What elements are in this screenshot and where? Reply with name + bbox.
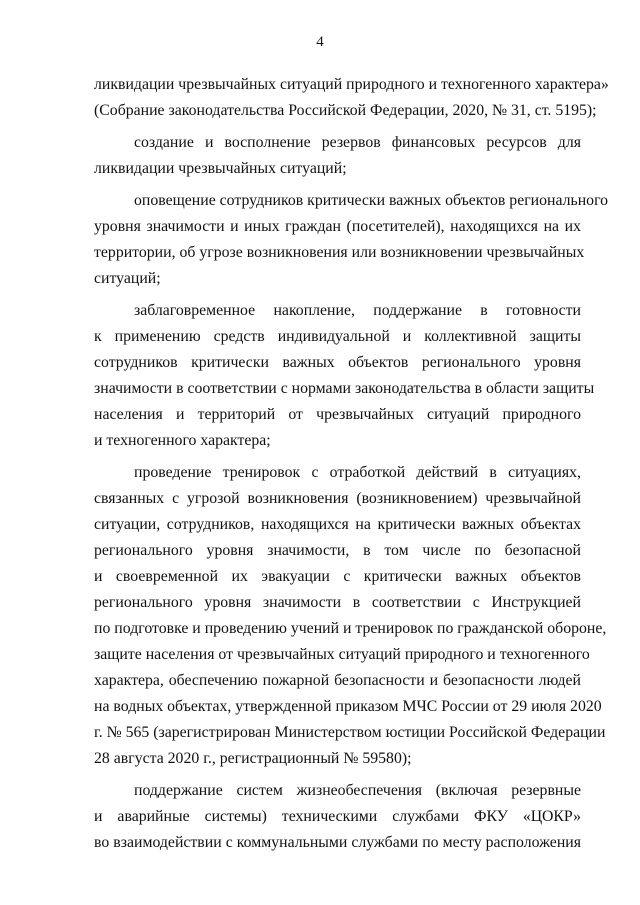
text-line: значимости в соответствии с нормами законодательства в области защиты xyxy=(94,380,595,397)
paragraph xyxy=(94,778,581,856)
page-number: 4 xyxy=(316,34,324,50)
text-line: регионального уровня значимости в соответствии с Инструкцией xyxy=(94,594,581,611)
document-body xyxy=(94,72,609,856)
text-line: по подготовке и проведению учений и тренировок по гражданской обороне, xyxy=(94,620,607,637)
text-line: оповещение сотрудников критически важных объектов регионального xyxy=(134,192,609,209)
text-line: территории, об угрозе возникновения или возникновении чрезвычайных xyxy=(94,244,585,261)
text-line: сотрудников критически важных объектов регионального уровня xyxy=(94,354,581,371)
paragraph xyxy=(94,188,609,292)
text-line: во взаимодействии с коммунальными службами по месту расположения xyxy=(94,834,581,851)
text-line: поддержание систем жизнеобеспечения (включая резервные xyxy=(134,782,581,799)
text-line: характера, обеспечению пожарной безопасности и безопасности людей xyxy=(94,672,581,689)
text-line: связанных с угрозой возникновения (возникновением) чрезвычайной xyxy=(94,490,581,507)
text-line: ликвидации чрезвычайных ситуаций природного и техногенного характера» xyxy=(94,76,609,93)
text-line: (Собрание законодательства Российской Федерации, 2020, № 31, ст. 5195); xyxy=(94,102,597,119)
text-line: на водных объектах, утвержденной приказом МЧС России от 29 июля 2020 xyxy=(94,698,602,715)
text-line: ситуации, сотрудников, находящихся на критически важных объектах xyxy=(94,516,581,533)
paragraph xyxy=(94,72,609,124)
text-line: г. № 565 (зарегистрирован Министерством юстиции Российской Федерации xyxy=(94,724,606,741)
text-line: ситуаций; xyxy=(94,270,161,287)
text-line: к применению средств индивидуальной и коллективной защиты xyxy=(94,328,581,345)
text-line: 28 августа 2020 г., регистрационный № 59580); xyxy=(94,750,412,767)
text-line: создание и восполнение резервов финансовых ресурсов для xyxy=(134,134,581,151)
text-line: и техногенного характера; xyxy=(94,432,271,449)
text-line: и аварийные системы) техническими службами ФКУ «ЦОКР» xyxy=(94,808,581,825)
text-line: населения и территорий от чрезвычайных ситуаций природного xyxy=(94,406,581,423)
paragraph xyxy=(94,298,595,454)
text-line: заблаговременное накопление, поддержание в готовности xyxy=(134,302,581,319)
text-line: защите населения от чрезвычайных ситуаций природного и техногенного xyxy=(94,646,590,663)
paragraph xyxy=(94,130,581,182)
text-line: уровня значимости и иных граждан (посетителей), находящихся на их xyxy=(94,218,581,235)
paragraph xyxy=(94,460,607,772)
text-line: ликвидации чрезвычайных ситуаций; xyxy=(94,160,347,177)
text-line: регионального уровня значимости, в том числе по безопасной xyxy=(94,542,581,559)
text-line: и своевременной их эвакуации с критически важных объектов xyxy=(94,568,581,585)
text-line: проведение тренировок с отработкой действий в ситуациях, xyxy=(134,464,581,481)
